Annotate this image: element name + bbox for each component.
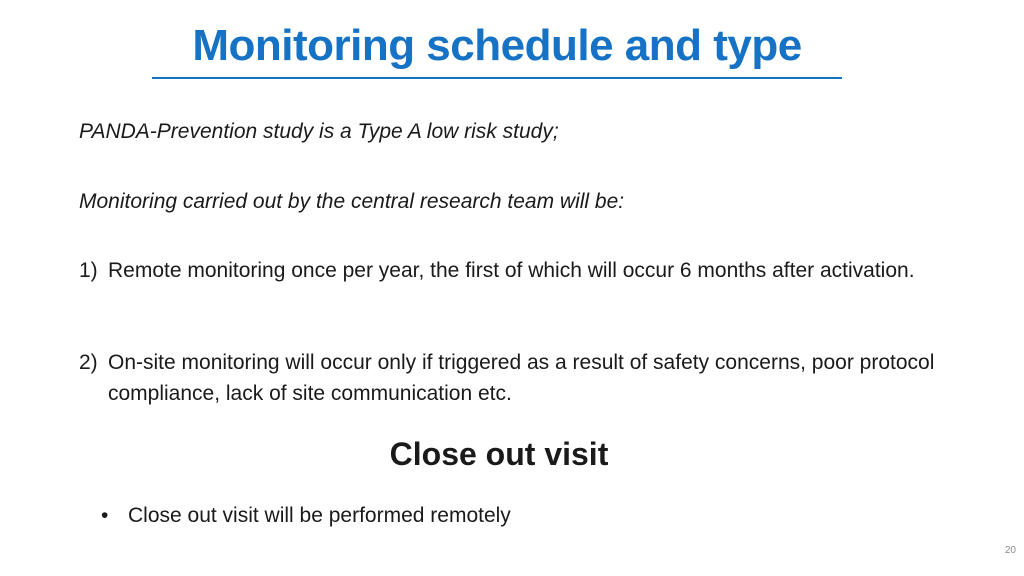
intro-statement: PANDA-Prevention study is a Type A low risk study; [79,120,559,143]
page-number: 20 [1004,545,1016,556]
item-number: 2) [79,351,98,374]
bullet-icon: • [101,504,109,527]
item-number: 1) [79,259,98,282]
item-text: On-site monitoring will occur only if triggered as a result of safety concerns, poor protocol compliance, lack of site communication etc. [108,351,935,405]
title-underline [152,77,842,79]
slide-title: Monitoring schedule and type [192,21,802,70]
monitoring-intro: Monitoring carried out by the central research team will be: [79,190,625,213]
item-text: Remote monitoring once per year, the first of which will occur 6 months after activation. [108,259,915,282]
numbered-item-onsite-monitoring [79,347,939,409]
numbered-item-remote-monitoring [79,255,939,286]
bullet-item [101,501,511,531]
section-heading-close-out: Close out visit [389,436,609,472]
bullet-text: Close out visit will be performed remotely [128,504,511,527]
